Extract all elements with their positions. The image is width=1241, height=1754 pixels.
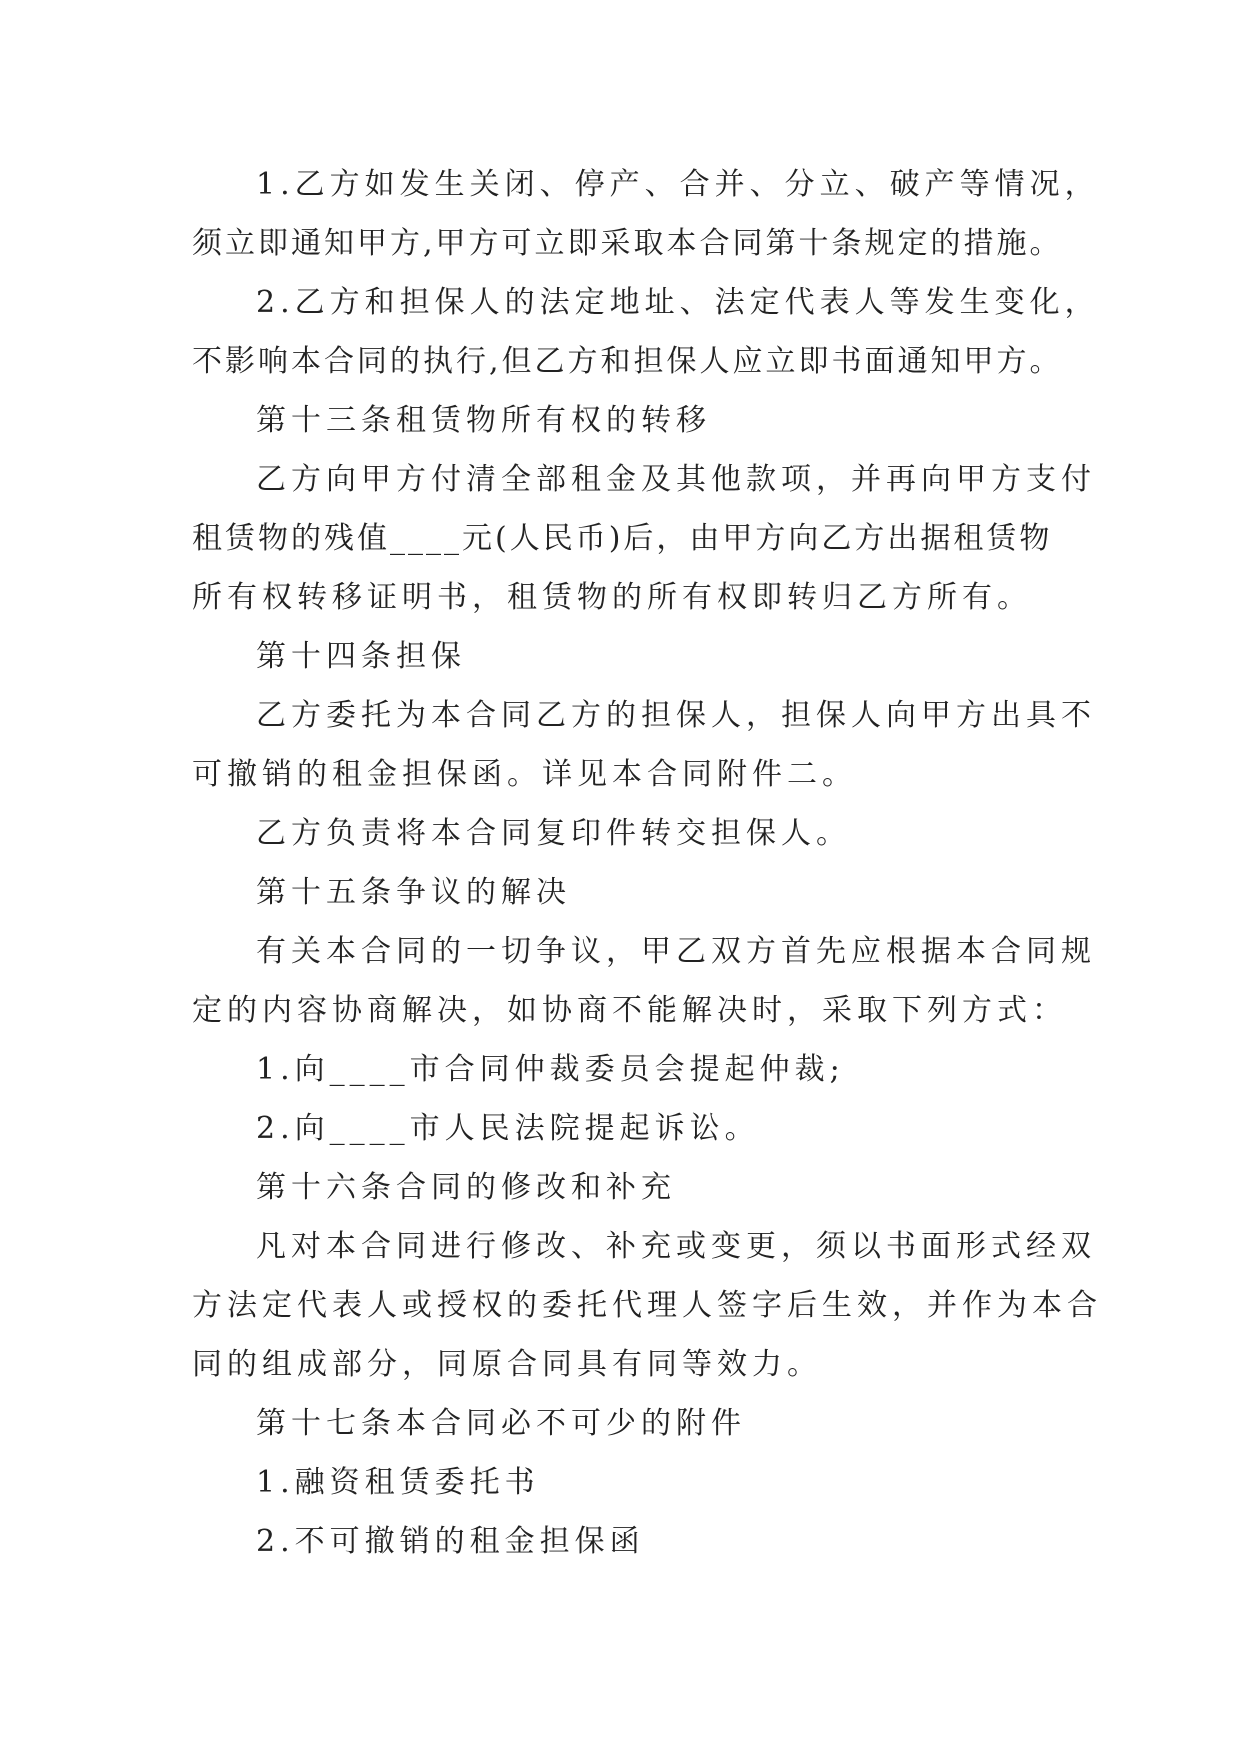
article-13-para-cont-1: 租赁物的残值____元(人民币)后，由甲方向乙方出据租赁物 xyxy=(192,521,1053,556)
article-14-heading: 第十四条担保 xyxy=(256,639,466,674)
article-15-para: 有关本合同的一切争议，甲乙双方首先应根据本合同规 xyxy=(256,934,1096,969)
article-16-para-cont-1: 方法定代表人或授权的委托代理人签字后生效，并作为本合 xyxy=(192,1288,1102,1323)
clause-item-2-change: 2.乙方和担保人的法定地址、法定代表人等发生变化， xyxy=(256,285,1100,320)
article-17-item-1: 1.融资租赁委托书 xyxy=(256,1465,540,1500)
clause-item-1-closure: 1.乙方如发生关闭、停产、合并、分立、破产等情况， xyxy=(256,167,1100,202)
article-14-para-cont: 可撤销的租金担保函。详见本合同附件二。 xyxy=(192,757,857,792)
article-13-heading: 第十三条租赁物所有权的转移 xyxy=(256,403,711,438)
article-17-heading: 第十七条本合同必不可少的附件 xyxy=(256,1406,746,1441)
article-16-para-cont-2: 同的组成部分，同原合同具有同等效力。 xyxy=(192,1347,822,1382)
clause-item-2-change-cont: 不影响本合同的执行,但乙方和担保人应立即书面通知甲方。 xyxy=(192,344,1063,379)
article-14-para: 乙方委托为本合同乙方的担保人，担保人向甲方出具不 xyxy=(256,698,1096,733)
article-16-para: 凡对本合同进行修改、补充或变更，须以书面形式经双 xyxy=(256,1229,1096,1264)
article-15-para-cont: 定的内容协商解决，如协商不能解决时，采取下列方式： xyxy=(192,993,1067,1028)
article-15-heading: 第十五条争议的解决 xyxy=(256,875,571,910)
article-17-item-2: 2.不可撤销的租金担保函 xyxy=(256,1524,645,1559)
article-13-para-cont-2: 所有权转移证明书，租赁物的所有权即转归乙方所有。 xyxy=(192,580,1032,615)
article-13-para: 乙方向甲方付清全部租金及其他款项，并再向甲方支付 xyxy=(256,462,1096,497)
clause-item-1-closure-cont: 须立即通知甲方,甲方可立即采取本合同第十条规定的措施。 xyxy=(192,226,1063,261)
article-15-item-1: 1.向____市合同仲裁委员会提起仲裁; xyxy=(256,1052,845,1087)
article-15-item-2: 2.向____市人民法院提起诉讼。 xyxy=(256,1111,760,1146)
article-14-para-2: 乙方负责将本合同复印件转交担保人。 xyxy=(256,816,851,851)
article-16-heading: 第十六条合同的修改和补充 xyxy=(256,1170,676,1205)
